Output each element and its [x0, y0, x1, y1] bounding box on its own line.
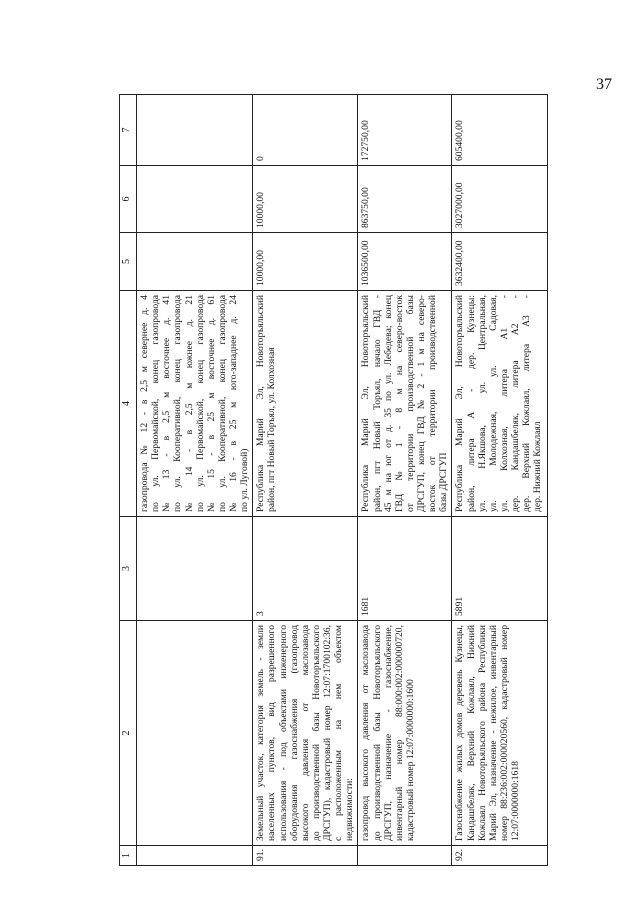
depreciation-cell: 3027000,00: [452, 166, 548, 233]
row-number-cell: 92.: [452, 846, 548, 866]
text-line: высокого давления от маслозавода: [299, 625, 311, 841]
text-line: № 13 - в 2,5 м восточнее д. 41: [161, 295, 173, 512]
text-line: Республика Марий Эл, Новоторъяльский: [454, 295, 466, 512]
text-line: кадастровый номер 12:07:0000000:1600: [404, 679, 416, 841]
header-cell-3: 3: [120, 517, 137, 621]
text-line: № 16 - в 25 м юго-западнее д. 24: [228, 295, 239, 512]
header-cell-2: 2: [120, 621, 137, 846]
text-line: дер. Кандашбеляк, литера А2 -: [510, 295, 521, 512]
text-line: от территории производственной базы: [404, 295, 416, 512]
row-number-cell: 91.: [253, 846, 358, 866]
text-line: по ул. Кооперативной, конец газопровода: [172, 295, 184, 512]
depreciation-cell: 863750,00: [358, 166, 452, 233]
depreciation-cell: [137, 166, 253, 233]
text-line: оборудования газоснабжения (газопровод: [288, 625, 300, 841]
text-line: по ул. Первомайской, конец газопровода: [194, 295, 206, 512]
text-line: газопровод высокого давления от маслозавода: [360, 625, 372, 841]
balance-value-cell: 10000,00: [253, 233, 358, 291]
page-number: 37: [596, 76, 612, 93]
text-line: ул. Н.Якшова, ул. Центральная,: [476, 295, 488, 512]
length-cell: 1681: [358, 517, 452, 621]
balance-value-cell: 1036500,00: [358, 233, 452, 291]
text-line: дер. Нижний Кожлаял: [532, 421, 544, 512]
text-line: использования - под объектами инженерного: [277, 625, 289, 841]
residual-value-cell: 0: [253, 95, 358, 166]
length-cell: [137, 517, 253, 621]
text-line: № 14 - в 2,5 м южнее д. 21: [183, 295, 195, 512]
object-description-cell: [452, 621, 548, 846]
balance-value-cell: 3632400,00: [452, 233, 548, 291]
text-line: по ул. Кооперативной, конец газопровода: [216, 295, 228, 512]
text-line: восток от территории производственной: [427, 295, 439, 512]
residual-value-cell: [137, 95, 253, 166]
text-line: по ул. Первомайской, конец газопровода: [150, 295, 162, 512]
table-row: [452, 95, 548, 866]
text-line: ДРСГУП, конец ГВД № 2 - 1 м на северо-: [416, 295, 427, 512]
text-line: район, пгт Новый Торъял, начало ГВД -: [371, 295, 383, 512]
property-table: [119, 94, 548, 866]
text-line: район, пгт Новый Торъял, ул. Колхозная: [266, 347, 278, 512]
text-line: с расположенным на нем объектом: [333, 625, 345, 841]
text-line: инвентарный номер 88:000:002:000000720,: [393, 625, 405, 841]
depreciation-cell: 10000,00: [253, 166, 358, 233]
text-line: дер. Верхний Кожлаял, литера А3 -: [521, 295, 533, 512]
header-cell-5: 5: [120, 233, 137, 291]
text-line: 45 м на юг от д. 35 по ул. Лебедева; конец: [382, 295, 394, 512]
residual-value-cell: 172750,00: [358, 95, 452, 166]
table-body: [120, 95, 548, 866]
table-row: [358, 95, 452, 866]
text-line: Республика Марий Эл, Новоторъяльский: [255, 295, 267, 512]
address-cell: [452, 291, 548, 517]
residual-value-cell: 605400,00: [452, 95, 548, 166]
text-line: Газоснабжение жилых домов деревень Кузнецы,: [454, 625, 466, 841]
text-line: по ул. Луговой): [239, 448, 251, 512]
text-line: Кожлаял Новоторъяльского района Республики: [476, 625, 488, 841]
address-cell: [358, 291, 452, 517]
text-line: газопровода № 12 - в 2,5 м севернее д. 4: [139, 295, 150, 512]
text-line: № 15 - в 25 м восточнее д. 61: [205, 295, 217, 512]
table-row: [253, 95, 358, 866]
text-line: 12:07:0000000:1618: [510, 761, 521, 841]
length-cell: 5891: [452, 517, 548, 621]
text-line: Марий Эл, назначение - нежилое, инвентарный: [487, 625, 499, 841]
length-cell: 3: [253, 517, 358, 621]
text-line: Республика Марий Эл, Новоторъяльский: [360, 295, 372, 512]
text-line: Кандашбеляк, Верхний Кожлаял, Нижний: [465, 625, 477, 841]
object-description-cell: [358, 621, 452, 846]
row-number-cell: [358, 846, 452, 866]
header-cell-1: 1: [120, 846, 137, 866]
header-cell-6: 6: [120, 166, 137, 233]
text-line: район, литера А - дер. Кузнецы:: [465, 295, 477, 512]
text-line: недвижимости:: [344, 778, 356, 841]
text-line: ДРСГУП), кадастровый номер 12:07:1700102:36,: [322, 625, 333, 841]
text-line: ул. Молодежная, ул. Садовая,: [487, 295, 499, 512]
header-cell-4: 4: [120, 291, 137, 517]
balance-value-cell: [137, 233, 253, 291]
text-line: ГВД № 1 - 8 м на северо-восток: [393, 295, 405, 512]
text-line: Земельный участок, категория земель - земли: [255, 625, 267, 841]
object-description-cell: [137, 621, 253, 846]
header-row: [120, 95, 137, 866]
property-table-rotated: [119, 95, 544, 866]
text-line: ДРСГУП, назначение - газоснабжение,: [382, 625, 394, 841]
text-line: номер 88:236:002:000020560, кадастровый номер: [498, 625, 510, 841]
text-line: до производственной базы Новоторъяльского: [371, 625, 383, 841]
text-line: населенных пунктов, вид разрешенного: [266, 625, 278, 841]
header-cell-7: 7: [120, 95, 137, 166]
object-description-cell: [253, 621, 358, 846]
text-line: ул. Колхозная, литера А1 -: [498, 295, 510, 512]
text-line: до производственной базы Новоторъяльского: [310, 625, 322, 841]
row-number-cell: [137, 846, 253, 866]
table-row: [137, 95, 253, 866]
text-line: базы ДРСГУП: [438, 452, 450, 512]
address-cell: [253, 291, 358, 517]
address-cell: [137, 291, 253, 517]
